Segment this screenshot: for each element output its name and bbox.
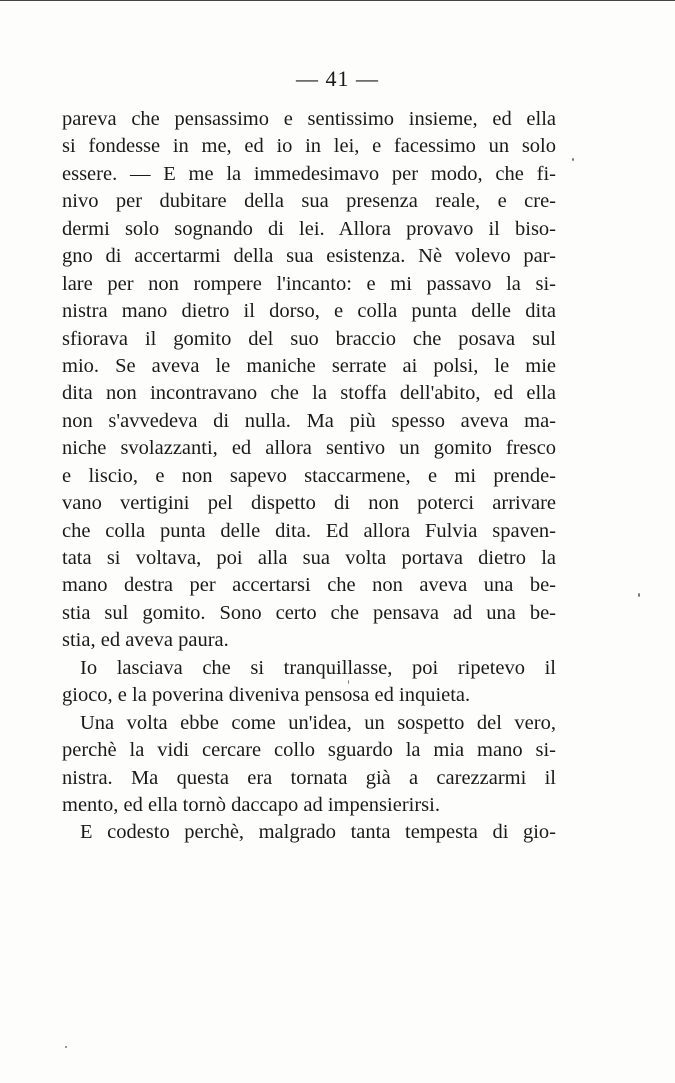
text-line: tata si voltava, poi alla sua volta portava dietro la	[62, 547, 556, 569]
text-line: stia, ed aveva paura.	[62, 629, 229, 652]
ink-speck	[348, 680, 349, 684]
page-number: — 41 —	[296, 66, 379, 91]
text-line: gioco, e la poverina diveniva pensosa ed inquieta.	[62, 684, 471, 707]
text-line: nistra. Ma questa era tornata già a carezzarmi il	[62, 766, 556, 789]
text-line: lare per non rompere l'incanto: e mi passavo la si-	[62, 272, 556, 295]
ink-speck	[65, 1046, 67, 1048]
text-line: perchè la vidi cercare collo sguardo la mia mano si-	[62, 739, 556, 762]
text-line: mio. Se aveva le maniche serrate ai polsi, le mie	[62, 354, 556, 377]
text-line: e liscio, e non sapevo staccarmene, e mi prende-	[62, 464, 556, 487]
ink-speck	[638, 593, 640, 597]
text-line: mento, ed ella tornò daccapo ad impensierirsi.	[62, 793, 440, 816]
text-line: Io lasciava che si tranquillasse, poi ripetevo il	[80, 656, 556, 679]
text-line: nivo per dubitare della sua presenza reale, e cre-	[62, 190, 556, 213]
text-line: non s'avvedeva di nulla. Ma più spesso aveva ma-	[62, 409, 556, 432]
text-line: dermi solo sognando di lei. Allora provavo il biso-	[62, 217, 556, 240]
text-line: mano destra per accertarsi che non aveva una be-	[62, 574, 556, 597]
text-line: che colla punta delle dita. Ed allora Fulvia spaven-	[62, 519, 556, 542]
text-line: niche svolazzanti, ed allora sentivo un gomito fresco	[62, 437, 556, 460]
page-top-edge	[0, 0, 675, 1]
text-line: Una volta ebbe come un'idea, un sospetto del vero,	[80, 711, 556, 734]
text-line: nistra mano dietro il dorso, e colla punta delle dita	[62, 300, 556, 323]
text-line: E codesto perchè, malgrado tanta tempesta di gio-	[80, 821, 556, 844]
text-line: dita non incontravano che la stoffa dell'abito, ed ella	[62, 382, 556, 405]
text-line: vano vertigini pel dispetto di non poterci arrivare	[62, 492, 556, 515]
text-line: sfiorava il gomito del suo braccio che posava sul	[62, 327, 556, 350]
body-text	[62, 106, 556, 847]
text-line: essere. — E me la immedesimavo per modo, che fi-	[62, 162, 556, 185]
text-line: gno di accertarmi della sua esistenza. Nè volevo par-	[62, 245, 556, 268]
ink-speck	[572, 158, 574, 161]
text-line: stia sul gomito. Sono certo che pensava ad una be-	[62, 601, 556, 624]
text-line: si fondesse in me, ed io in lei, e facessimo un solo	[62, 135, 556, 158]
text-line: pareva che pensassimo e sentissimo insieme, ed ella	[62, 108, 556, 130]
